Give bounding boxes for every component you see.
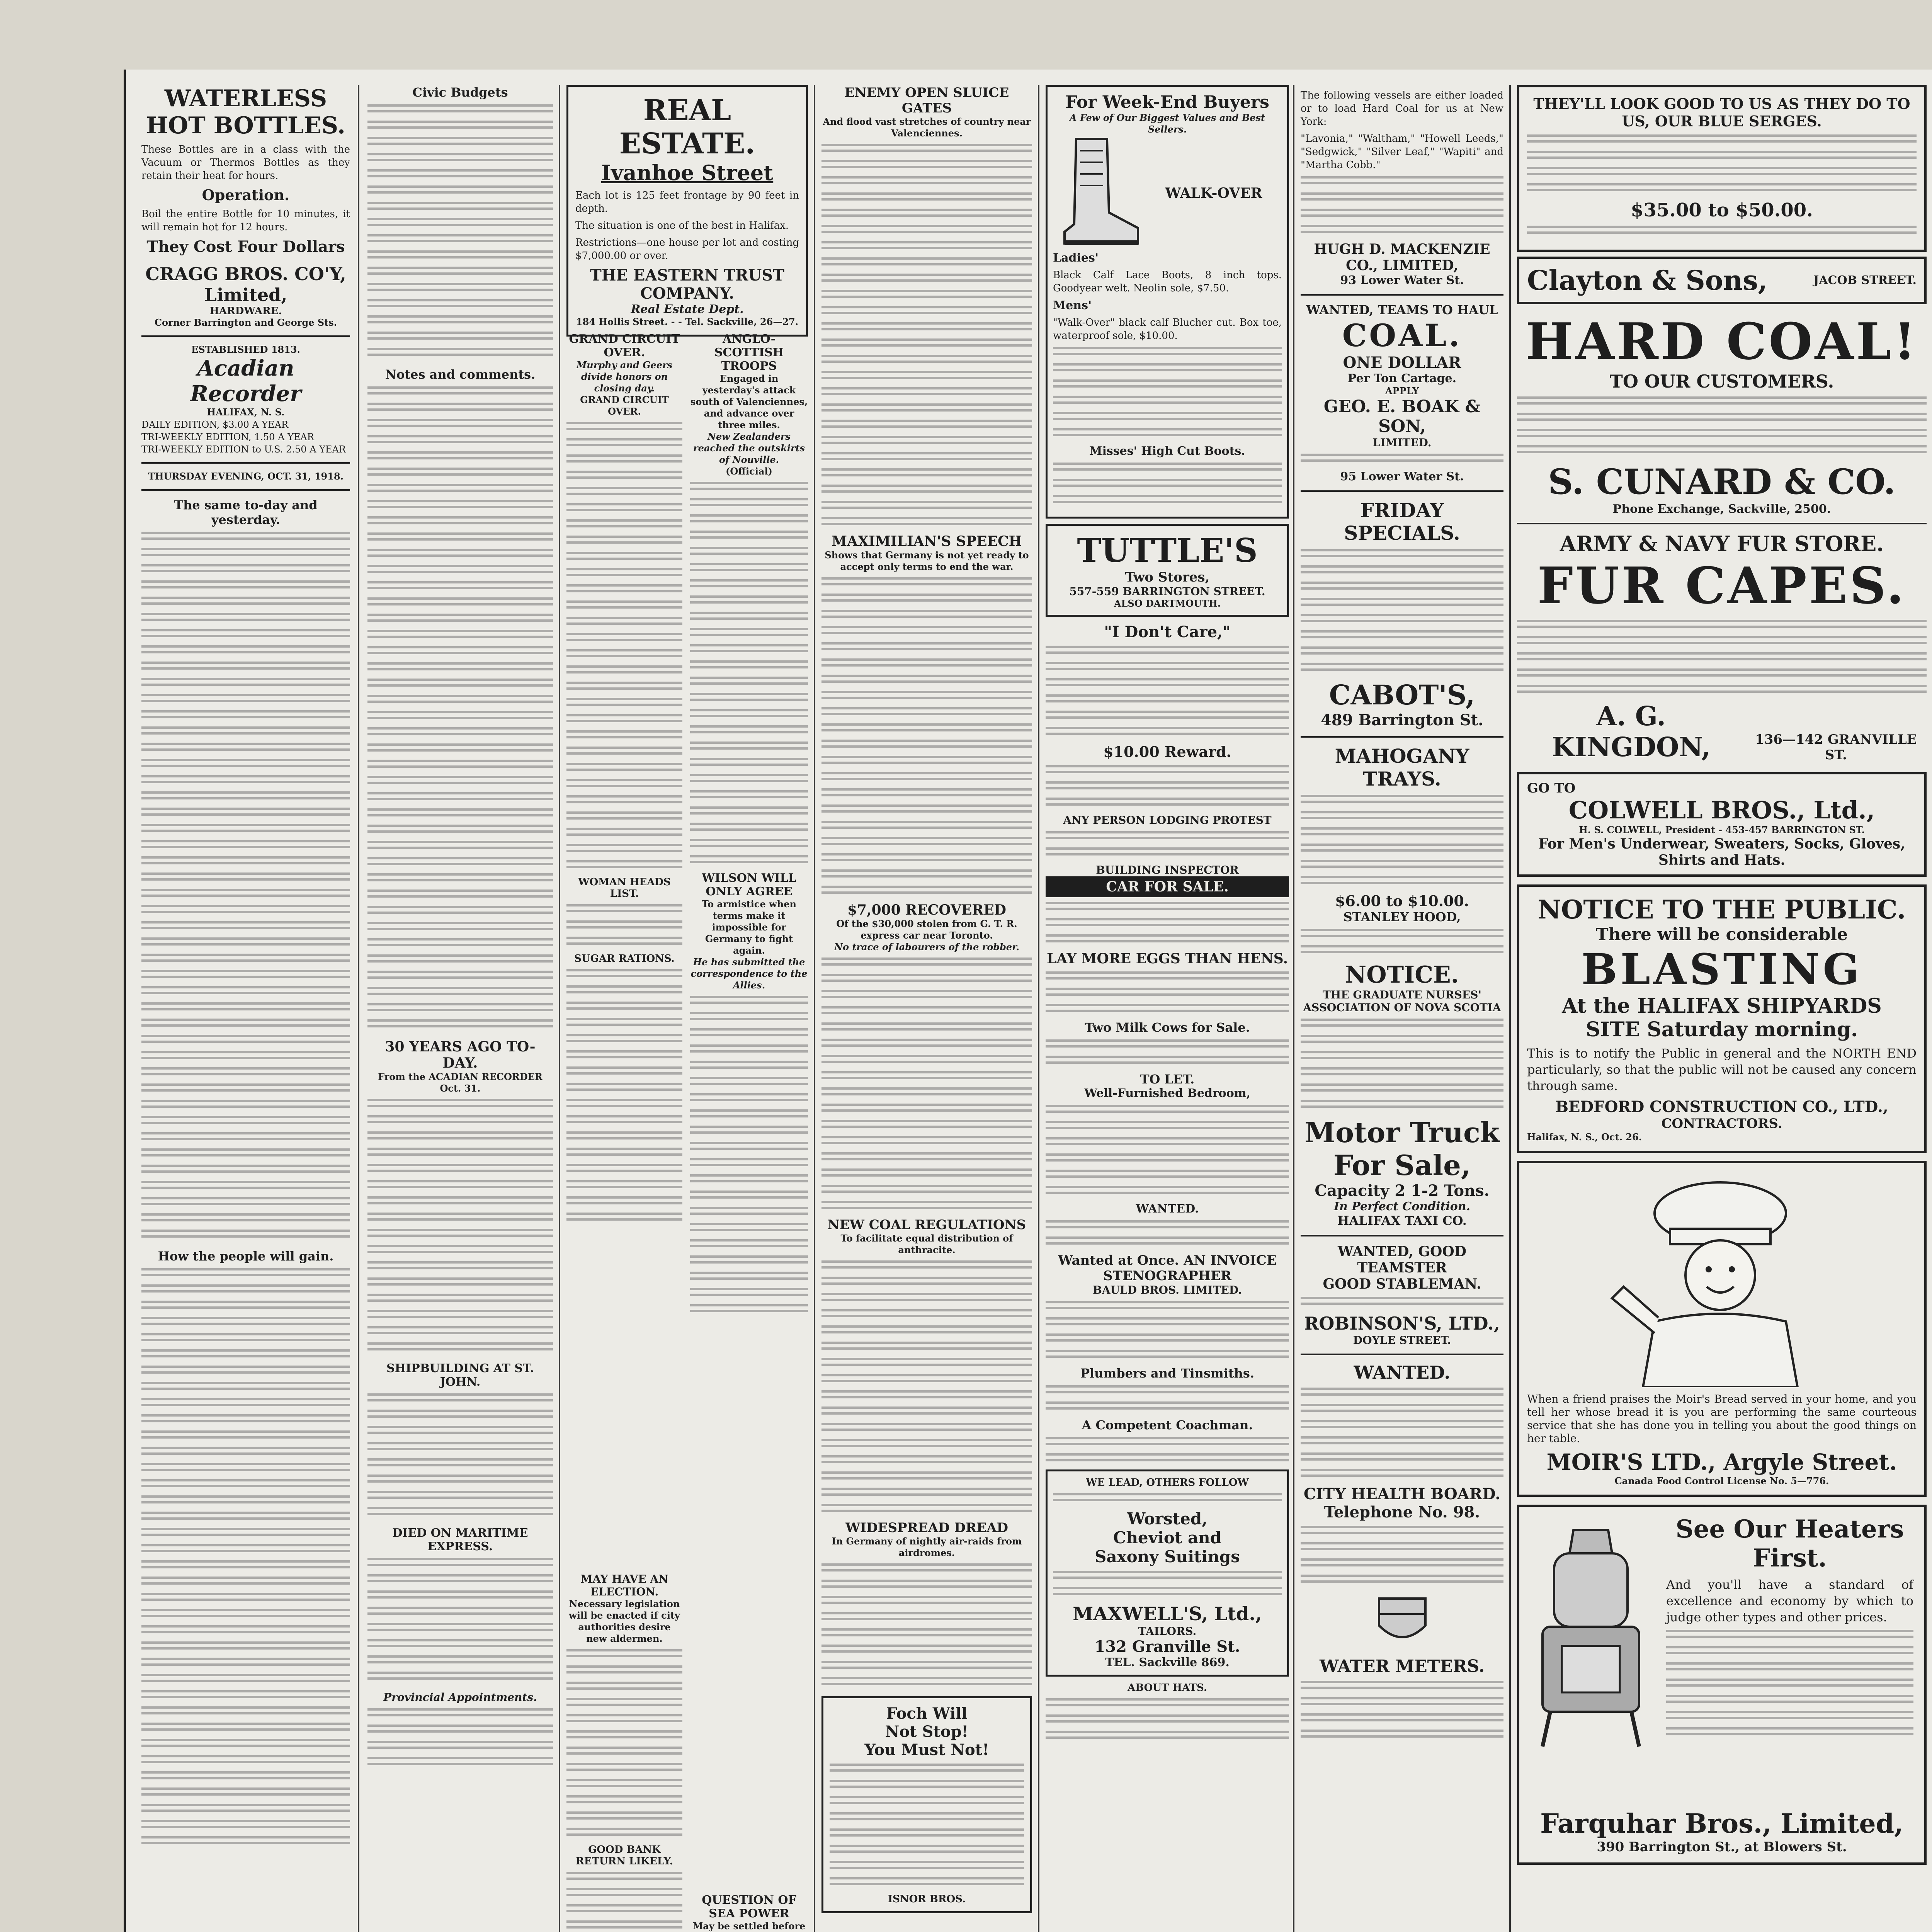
civic-body xyxy=(367,104,553,359)
isnor-signature: ISNOR BROS. xyxy=(888,1893,966,1905)
editorial-heading: The same to-day and yesterday. xyxy=(174,498,318,527)
years-ago-heading: 30 YEARS AGO TO-DAY. xyxy=(385,1039,536,1071)
coal-heading: COAL. xyxy=(1342,317,1462,354)
wilson-body xyxy=(690,996,808,1316)
sugar-body xyxy=(566,969,682,1224)
bank-heading: GOOD BANK RETURN LIKELY. xyxy=(576,1844,673,1867)
newspaper-page xyxy=(124,70,1932,1932)
to-let-heading: TO LET. xyxy=(1140,1072,1195,1087)
civic-heading: Civic Budgets xyxy=(412,85,508,100)
boak-limited: LIMITED. xyxy=(1372,436,1432,449)
column-rule xyxy=(1038,85,1039,1932)
invoice-heading: Wanted at Once. AN INVOICE STENOGRAPHER xyxy=(1058,1253,1277,1284)
election-sub: Necessary legislation will be enacted if city authorities desire new aldermen. xyxy=(569,1598,680,1644)
sluice-heading: ENEMY OPEN SLUICE GATES xyxy=(844,85,1009,116)
years-ago-body xyxy=(367,1099,553,1354)
tuttle-name: TUTTLE'S xyxy=(1077,531,1258,570)
column-5 xyxy=(1046,85,1289,1932)
plumbers-heading: Plumbers and Tinsmiths. xyxy=(1080,1366,1255,1381)
farquhar-ad xyxy=(1517,1505,1927,1865)
water-meters-heading: WATER METERS. xyxy=(1319,1656,1485,1676)
dread-sub: In Germany of nightly air-raids from airdromes. xyxy=(832,1536,1022,1558)
friday-heading: FRIDAY SPECIALS. xyxy=(1344,499,1460,544)
clayton-name: Clayton & Sons, xyxy=(1527,264,1768,296)
sluice-body xyxy=(821,144,1032,529)
health-heading: CITY HEALTH BOARD. xyxy=(1303,1485,1501,1503)
farquhar-name: Farquhar Bros., Limited, xyxy=(1540,1808,1903,1839)
heaters-heading: See Our Heaters First. xyxy=(1675,1515,1904,1573)
died-heading: DIED ON MARITIME EXPRESS. xyxy=(392,1526,528,1553)
column-7 xyxy=(1517,85,1927,1932)
dont-care-heading: "I Don't Care," xyxy=(1104,623,1231,641)
robinson-address: DOYLE STREET. xyxy=(1353,1334,1451,1347)
sea-heading: QUESTION OF SEA POWER xyxy=(702,1893,796,1920)
apply-line: APPLY xyxy=(1385,385,1419,396)
foch-body xyxy=(830,1764,1024,1889)
years-ago-sub: From the ACADIAN RECORDER Oct. 31. xyxy=(378,1071,543,1094)
maximilian-heading: MAXIMILIAN'S SPEECH xyxy=(832,533,1022,549)
real-estate-title: REAL ESTATE. xyxy=(619,94,755,160)
column-rule xyxy=(559,85,560,1932)
election-body xyxy=(566,1649,682,1839)
colwell-sub: H. S. COLWELL, President - 453-457 BARRINGTON ST. xyxy=(1579,824,1865,835)
rate-tri-weekly: TRI-WEEKLY EDITION, 1.50 A YEAR xyxy=(141,432,314,442)
masthead: Acadian Recorder xyxy=(190,355,301,406)
mahogany-heading: MAHOGANY TRAYS. xyxy=(1335,745,1469,790)
farquhar-address: 390 Barrington St., at Blowers St. xyxy=(1597,1839,1847,1855)
column-rule xyxy=(814,85,815,1932)
weekend-sub: A Few of Our Biggest Values and Best Sellers. xyxy=(1069,112,1265,135)
goto-line: GO TO xyxy=(1527,781,1576,796)
notice-heading: NOTICE. xyxy=(1345,961,1459,988)
sports-column xyxy=(566,332,682,1229)
ladies-heading: Ladies' xyxy=(1053,251,1099,265)
editorial-body xyxy=(141,532,350,1241)
coat-of-arms-icon xyxy=(1364,1591,1441,1653)
teams-heading: WANTED, TEAMS TO HAUL xyxy=(1306,303,1498,317)
sluice-sub: And flood vast stretches of country near Valenciennes. xyxy=(823,116,1031,139)
lodging-heading: ANY PERSON LODGING PROTEST xyxy=(1063,814,1272,827)
rate-tri-weekly-us: TRI-WEEKLY EDITION to U.S. 2.50 A YEAR xyxy=(141,444,346,455)
cunard-name: S. CUNARD & CO. xyxy=(1548,461,1896,502)
vessels-list: "Lavonia," "Waltham," "Howell Leeds," "Sedgwick," "Silver Leaf," "Wapiti" and "Martha Cobb." xyxy=(1301,133,1503,171)
column-6 xyxy=(1301,85,1503,1932)
army-heading: ARMY & NAVY FUR STORE. xyxy=(1560,531,1884,556)
waterless-headline: WATERLESS HOT BOTTLES. xyxy=(146,85,345,139)
established-line: ESTABLISHED 1813. xyxy=(191,344,300,355)
coal-regs-sub: To facilitate equal distribution of anthracite. xyxy=(840,1233,1013,1255)
dread-body xyxy=(821,1563,1032,1689)
motor-line-3: Capacity 2 1-2 Tons. xyxy=(1315,1182,1490,1200)
clayton-street: JACOB STREET. xyxy=(1813,274,1917,287)
tuttle-stores: Two Stores, xyxy=(1125,570,1210,585)
cabot-name: CABOT'S, xyxy=(1329,679,1475,711)
recovered-sub: Of the $30,000 stolen from G. T. R. express car near Toronto. xyxy=(836,918,1017,941)
walk-over-logo: WALK-OVER xyxy=(1165,185,1262,201)
stanley-name: STANLEY HOOD, xyxy=(1343,910,1461,924)
ivanhoe-title: Ivanhoe Street xyxy=(601,160,774,185)
coal-regs-body xyxy=(821,1260,1032,1515)
shipbuilding-body xyxy=(367,1393,553,1519)
coal-regs-heading: NEW COAL REGULATIONS xyxy=(827,1217,1026,1233)
bedroom-heading: Well-Furnished Bedroom, xyxy=(1084,1087,1250,1100)
re-body-2: The situation is one of the best in Halifax. xyxy=(575,220,789,231)
worsted-line-1: Worsted, xyxy=(1127,1509,1208,1528)
women-heading: WOMAN HEADS LIST. xyxy=(578,876,671,900)
maxwell-address: 132 Granville St. xyxy=(1094,1638,1240,1656)
appointments-heading: Provincial Appointments. xyxy=(383,1691,537,1704)
motor-line-1: Motor Truck xyxy=(1304,1116,1500,1149)
editorial-heading-2: How the people will gain. xyxy=(158,1249,334,1264)
cragg-hardware: HARDWARE. xyxy=(209,305,282,317)
appointments-body xyxy=(367,1708,553,1769)
telephone-heading: Telephone No. 98. xyxy=(1324,1503,1480,1521)
blasting-heading: BLASTING xyxy=(1581,944,1862,994)
column-3 xyxy=(566,85,808,1932)
anglo-heading: ANGLO-SCOTTISH TROOPS xyxy=(714,332,784,373)
grand-circuit-sub: Murphy and Geers divide honors on closing day. xyxy=(576,359,673,394)
kingdon-name: A. G. KINGDON, xyxy=(1551,701,1711,763)
notice-public-heading: NOTICE TO THE PUBLIC. xyxy=(1537,895,1906,925)
clayton-ad xyxy=(1517,257,1927,304)
wanted-heading-2: WANTED. xyxy=(1354,1362,1451,1383)
contractors-line: CONTRACTORS. xyxy=(1661,1116,1782,1131)
car-sale-heading: CAR FOR SALE. xyxy=(1046,876,1289,897)
eastern-trust: THE EASTERN TRUST COMPANY. xyxy=(590,266,784,303)
column-2 xyxy=(367,85,553,1932)
wilson-sub-2: He has submitted the correspondence to the Allies. xyxy=(690,956,808,991)
re-dept: Real Estate Dept. xyxy=(631,303,744,316)
maximilian-body xyxy=(821,577,1032,897)
considerable-line: There will be considerable xyxy=(1595,925,1848,944)
city-column xyxy=(566,1573,682,1932)
hard-coal-heading: HARD COAL! xyxy=(1526,312,1918,371)
column-4 xyxy=(821,85,1032,1932)
boak-name: GEO. E. BOAK & SON, xyxy=(1323,397,1481,436)
colwell-name: COLWELL BROS., Ltd., xyxy=(1568,796,1875,824)
stove-icon xyxy=(1527,1522,1655,1754)
motor-line-2: For Sale, xyxy=(1333,1149,1471,1182)
re-address: 184 Hollis Street. - - Tel. Sackville, 26—27. xyxy=(576,316,799,327)
shipbuilding-heading: SHIPBUILDING AT ST. JOHN. xyxy=(386,1362,534,1389)
sugar-heading: SUGAR RATIONS. xyxy=(574,953,675,964)
zealand-line: New Zealanders reached the outskirts of Nouville. xyxy=(693,431,805,465)
operation-body: Boil the entire Bottle for 10 minutes, it will remain hot for 12 hours. xyxy=(141,208,350,233)
lead-follow: WE LEAD, OTHERS FOLLOW xyxy=(1086,1477,1249,1488)
weekend-heading: For Week-End Buyers xyxy=(1065,92,1269,112)
column-rule xyxy=(1509,85,1511,1932)
taxi-name: HALIFAX TAXI CO. xyxy=(1337,1213,1467,1228)
tuttle-address: 557-559 BARRINGTON STREET. xyxy=(1069,585,1265,598)
bedford-name: BEDFORD CONSTRUCTION CO., LTD., xyxy=(1555,1098,1888,1116)
maxwell-name: MAXWELL'S, Ltd., xyxy=(1073,1603,1262,1625)
masthead-city: HALIFAX, N. S. xyxy=(207,406,285,418)
misses-list xyxy=(1053,463,1282,507)
moir-license: Canada Food Control License No. 5—776. xyxy=(1614,1475,1829,1486)
serges-price: $35.00 to $50.00. xyxy=(1631,199,1813,221)
recovered-heading: $7,000 RECOVERED xyxy=(847,902,1006,918)
column-rule xyxy=(358,85,359,1932)
re-body-3: Restrictions—one house per lot and costing $7,000.00 or over. xyxy=(575,237,799,262)
baker-illustration-icon xyxy=(1527,1171,1913,1387)
notes-body xyxy=(367,386,553,1031)
tuttle-ad xyxy=(1046,524,1289,617)
maxwell-ad xyxy=(1046,1469,1289,1677)
boot-icon xyxy=(1053,135,1142,251)
heaters-body: And you'll have a standard of excellence and economy by which to judge other types and other prices. xyxy=(1666,1577,1913,1624)
mahogany-price: $6.00 to $10.00. xyxy=(1335,892,1469,910)
mens-heading: Mens' xyxy=(1053,299,1092,312)
operation-heading: Operation. xyxy=(202,186,290,204)
worsted-line-3: Saxony Suitings xyxy=(1095,1547,1240,1566)
mackenzie-name: HUGH D. MACKENZIE CO., LIMITED, xyxy=(1314,241,1490,274)
boot-row xyxy=(1053,135,1282,251)
dateline: THURSDAY EVENING, OCT. 31, 1918. xyxy=(148,471,344,482)
ladies-body: Black Calf Lace Boots, 8 inch tops. Goodyear welt. Neolin sole, $7.50. xyxy=(1053,269,1282,294)
tuttle-also: ALSO DARTMOUTH. xyxy=(1114,598,1221,609)
colwell-items: For Men's Underwear, Sweaters, Socks, Gloves, Shirts and Hats. xyxy=(1538,836,1905,868)
cunard-phone: Phone Exchange, Sackville, 2500. xyxy=(1612,502,1831,516)
foch-line-1: Foch Will xyxy=(886,1704,968,1723)
women-body xyxy=(566,904,682,948)
misses-heading: Misses' High Cut Boots. xyxy=(1089,444,1245,458)
re-body-1: Each lot is 125 feet frontage by 90 feet in depth. xyxy=(575,190,799,214)
saturday-line: SITE Saturday morning. xyxy=(1585,1018,1858,1041)
hens-heading: LAY MORE EGGS THAN HENS. xyxy=(1046,951,1288,967)
lodging-inspector: BUILDING INSPECTOR xyxy=(1096,864,1239,876)
boak-address: 95 Lower Water St. xyxy=(1340,470,1464,483)
foch-line-3: You Must Not! xyxy=(864,1741,989,1759)
rate-daily: DAILY EDITION, $3.00 A YEAR xyxy=(141,419,289,430)
waterless-body: These Bottles are in a class with the Vacuum or Thermos Bottles as they retain their heat for hours. xyxy=(141,144,350,182)
serges-heading: THEY'LL LOOK GOOD TO US AS THEY DO TO US, OUR BLUE SERGES. xyxy=(1533,95,1910,130)
moir-ad xyxy=(1517,1161,1927,1497)
nurses-heading: THE GRADUATE NURSES' ASSOCIATION OF NOVA SCOTIA xyxy=(1303,988,1501,1014)
wilson-heading: WILSON WILL ONLY AGREE xyxy=(702,871,796,898)
grand-circuit-body xyxy=(566,422,682,872)
moir-name: MOIR'S LTD., Argyle Street. xyxy=(1546,1449,1897,1475)
wanted-heading: WANTED. xyxy=(1136,1202,1199,1216)
teamster-heading: WANTED, GOOD TEAMSTER xyxy=(1338,1243,1466,1276)
dread-heading: WIDESPREAD DREAD xyxy=(845,1520,1008,1536)
notes-heading: Notes and comments. xyxy=(385,367,536,382)
maxwell-tailors: TAILORS. xyxy=(1138,1625,1197,1638)
recovered-sub-2: No trace of labourers of the robber. xyxy=(834,941,1019,952)
wilson-sub: To armistice when terms make it impossible for Germany to fight again. xyxy=(702,898,796,956)
per-ton-line: Per Ton Cartage. xyxy=(1347,372,1457,385)
anglo-sub: Engaged in yesterday's attack south of Valenciennes, and advance over three miles. xyxy=(690,373,808,430)
died-body xyxy=(367,1558,553,1683)
sea-column xyxy=(690,1893,808,1932)
sea-sub: May be settled before xyxy=(692,1920,806,1932)
worsted-line-2: Cheviot and xyxy=(1113,1528,1222,1547)
coachman-heading: A Competent Coachman. xyxy=(1082,1418,1253,1432)
real-estate-ad xyxy=(566,85,808,337)
cabot-address: 489 Barrington St. xyxy=(1321,711,1483,729)
column-1 xyxy=(141,85,350,1932)
cows-heading: Two Milk Cows for Sale. xyxy=(1085,1020,1250,1035)
foch-ad xyxy=(821,1696,1032,1913)
mackenzie-address: 93 Lower Water St. xyxy=(1340,274,1464,287)
editorial-body-2 xyxy=(141,1268,350,1848)
election-heading: MAY HAVE AN ELECTION. xyxy=(580,1573,668,1598)
maxwell-tel: TEL. Sackville 869. xyxy=(1105,1656,1230,1669)
foch-line-2: Not Stop! xyxy=(885,1723,969,1741)
grand-circuit-over: GRAND CIRCUIT OVER. xyxy=(580,394,669,417)
blasting-body: This is to notify the Public in general and the NORTH END particularly, so that the public will not be caused any concern through same. xyxy=(1527,1046,1917,1093)
bauld-name: BAULD BROS. LIMITED. xyxy=(1093,1284,1242,1296)
cost-line: They Cost Four Dollars xyxy=(146,238,345,256)
fur-capes-heading: FUR CAPES. xyxy=(1537,556,1906,615)
blasting-notice xyxy=(1517,884,1927,1153)
dollar-line: ONE DOLLAR xyxy=(1343,354,1461,372)
motor-line-4: In Perfect Condition. xyxy=(1333,1200,1471,1213)
cragg-address: Corner Barrington and George Sts. xyxy=(154,317,337,328)
recovered-body xyxy=(821,957,1032,1213)
war-column xyxy=(690,332,808,1320)
reward-heading: $10.00 Reward. xyxy=(1103,743,1231,760)
official-line: (Official) xyxy=(726,466,772,477)
bank-body xyxy=(566,1872,682,1932)
shoe-list xyxy=(1053,347,1282,440)
anglo-body xyxy=(690,482,808,867)
grand-circuit-heading: GRAND CIRCUIT OVER. xyxy=(569,332,680,359)
customers-heading: TO OUR CUSTOMERS. xyxy=(1609,371,1834,392)
serges-ad xyxy=(1517,85,1927,252)
stableman-heading: GOOD STABLEMAN. xyxy=(1323,1276,1481,1292)
colwell-ad xyxy=(1517,772,1927,877)
shipyards-line: At the HALIFAX SHIPYARDS xyxy=(1562,994,1882,1018)
hats-heading: ABOUT HATS. xyxy=(1128,1682,1207,1694)
halifax-date: Halifax, N. S., Oct. 26. xyxy=(1527,1131,1642,1143)
cragg-name: CRAGG BROS. CO'Y, Limited, xyxy=(145,264,346,305)
mens-body: "Walk-Over" black calf Blucher cut. Box toe, waterproof sole, $10.00. xyxy=(1053,317,1282,342)
kingdon-address: 136—142 GRANVILLE ST. xyxy=(1755,732,1917,763)
moir-caption: When a friend praises the Moir's Bread served in your home, and you tell her whose bread it is you are performing the same courteous service that she has done you in telling you about the good things on her table. xyxy=(1527,1393,1917,1445)
column-rule xyxy=(1293,85,1294,1932)
maximilian-sub: Shows that Germany is not yet ready to accept only terms to end the war. xyxy=(825,549,1029,572)
weekend-ad xyxy=(1046,85,1289,519)
robinson-name: ROBINSON'S, LTD., xyxy=(1304,1313,1500,1334)
vessels-intro: The following vessels are either loaded or to load Hard Coal for us at New York: xyxy=(1301,90,1503,128)
